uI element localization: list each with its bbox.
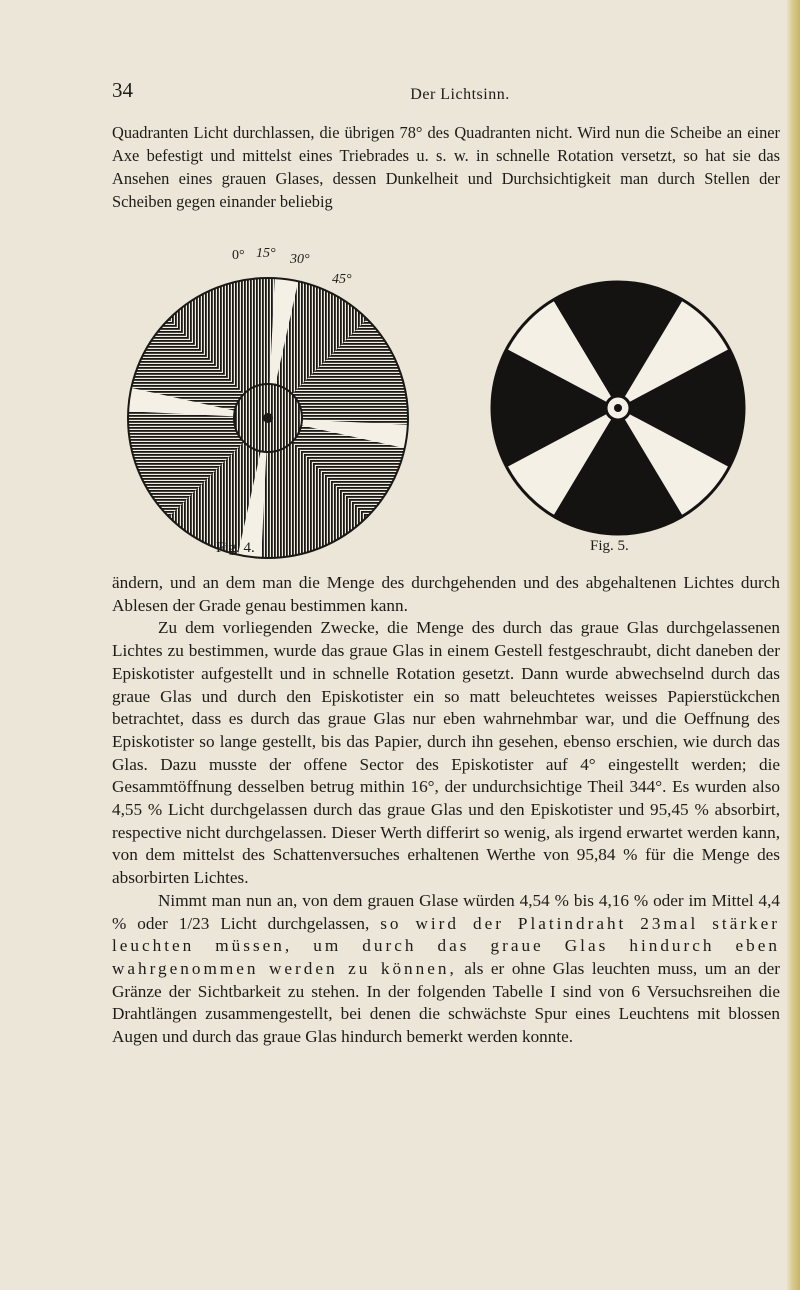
paragraph-1: ändern, und an dem man die Menge des durchgehenden und des abgehaltenen Lichtes durch Ablesen der Grade genau bestimmen kann. [112, 573, 780, 615]
figure-4-episkotister-disc [118, 268, 418, 568]
running-head: Der Lichtsinn. [410, 86, 510, 103]
paragraph-3-emphasis: so wird der Platindraht 23mal stärker leuchten müssen, um durch das graue Glas hindurch eben wahrgenommen werden zu können, [112, 913, 780, 978]
angle-label-30: 30° [290, 252, 310, 267]
figure-4-caption: Fig. 4. [216, 540, 255, 556]
paragraph-top [112, 121, 780, 213]
figure-5-svg [468, 268, 768, 568]
figure-4-svg [118, 268, 418, 568]
paragraph-3 [112, 890, 780, 1049]
figure-5-caption: Fig. 5. [590, 538, 629, 554]
paragraph-3-start: Nimmt man nun an, von dem grauen Glase würden 4,54 % bis 4,16 % oder im Mittel 4,4 % oder 1/23 Licht durchgelassen, [112, 890, 780, 933]
paragraph-3-end: als er ohne Glas leuchten muss, um an der Gränze der Sichtbarkeit zu stehen. In der folgenden Tabelle I sind von 6 Versuchsreihen die Drahtlängen zusammengestellt, bei denen die schwächste Spur eines Leuchtens mit blossen Augen und durch das graue Glas hindurch bemerkt werden konnte. [112, 958, 780, 1047]
page-edge-shadow [786, 0, 800, 1290]
disk-axle [263, 413, 273, 423]
main-text [112, 572, 780, 1049]
angle-label-15: 15° [256, 246, 276, 261]
figure-5-sector-disc [468, 268, 768, 568]
page-number: 34 [112, 78, 133, 102]
angle-label-45: 45° [332, 272, 352, 287]
paragraph-2: Zu dem vorliegenden Zwecke, die Menge des durch das graue Glas durchgelassenen Lichtes zu bestimmen, wurde das graue Glas in einem Gestell festgeschraubt, dicht daneben der Episkotister aufgestellt und in schnelle Rotation gesetzt. Dann wurde abwechselnd durch das graue Glas und durch den Episkotister ein so matt beleuchtetes weisses Papierstückchen betrachtet, dass es durch das graue Glas nur eben wahrnehmbar war, und die Oeffnung des Episkotister so lange gestellt, bis das Papier, durch ihn gesehen, ebenso erschien, wie durch das Glas. Dazu musste der offene Sector des Episkotister auf 4° eingestellt werden; die Gesammtöffnung desselben betrug mithin 16°, der undurchsichtige Theil 344°. Es wurden also 4,55 % Licht durchgelassen durch das graue Glas und den Episkotister und 95,45 % absorbirt, respective nicht durchgelassen. Dieser Werth differirt so wenig, als irgend erwartet werden kann, von dem mittelst des Schattenversuches erhaltenen Werthe von 95,84 % für die Menge des absorbirten Lichtes. [112, 618, 780, 888]
paragraph-top-text: Quadranten Licht durchlassen, die übrigen 78° des Quadranten nicht. Wird nun die Scheibe an einer Axe befestigt und mittelst eines Triebrades u. s. w. in schnelle Rotation versetzt, so hat sie das Ansehen eines grauen Glases, dessen Dunkelheit und Durchsichtigkeit man durch Stellen der Scheiben gegen einander beliebig [112, 123, 780, 211]
angle-label-0: 0° [232, 248, 245, 263]
